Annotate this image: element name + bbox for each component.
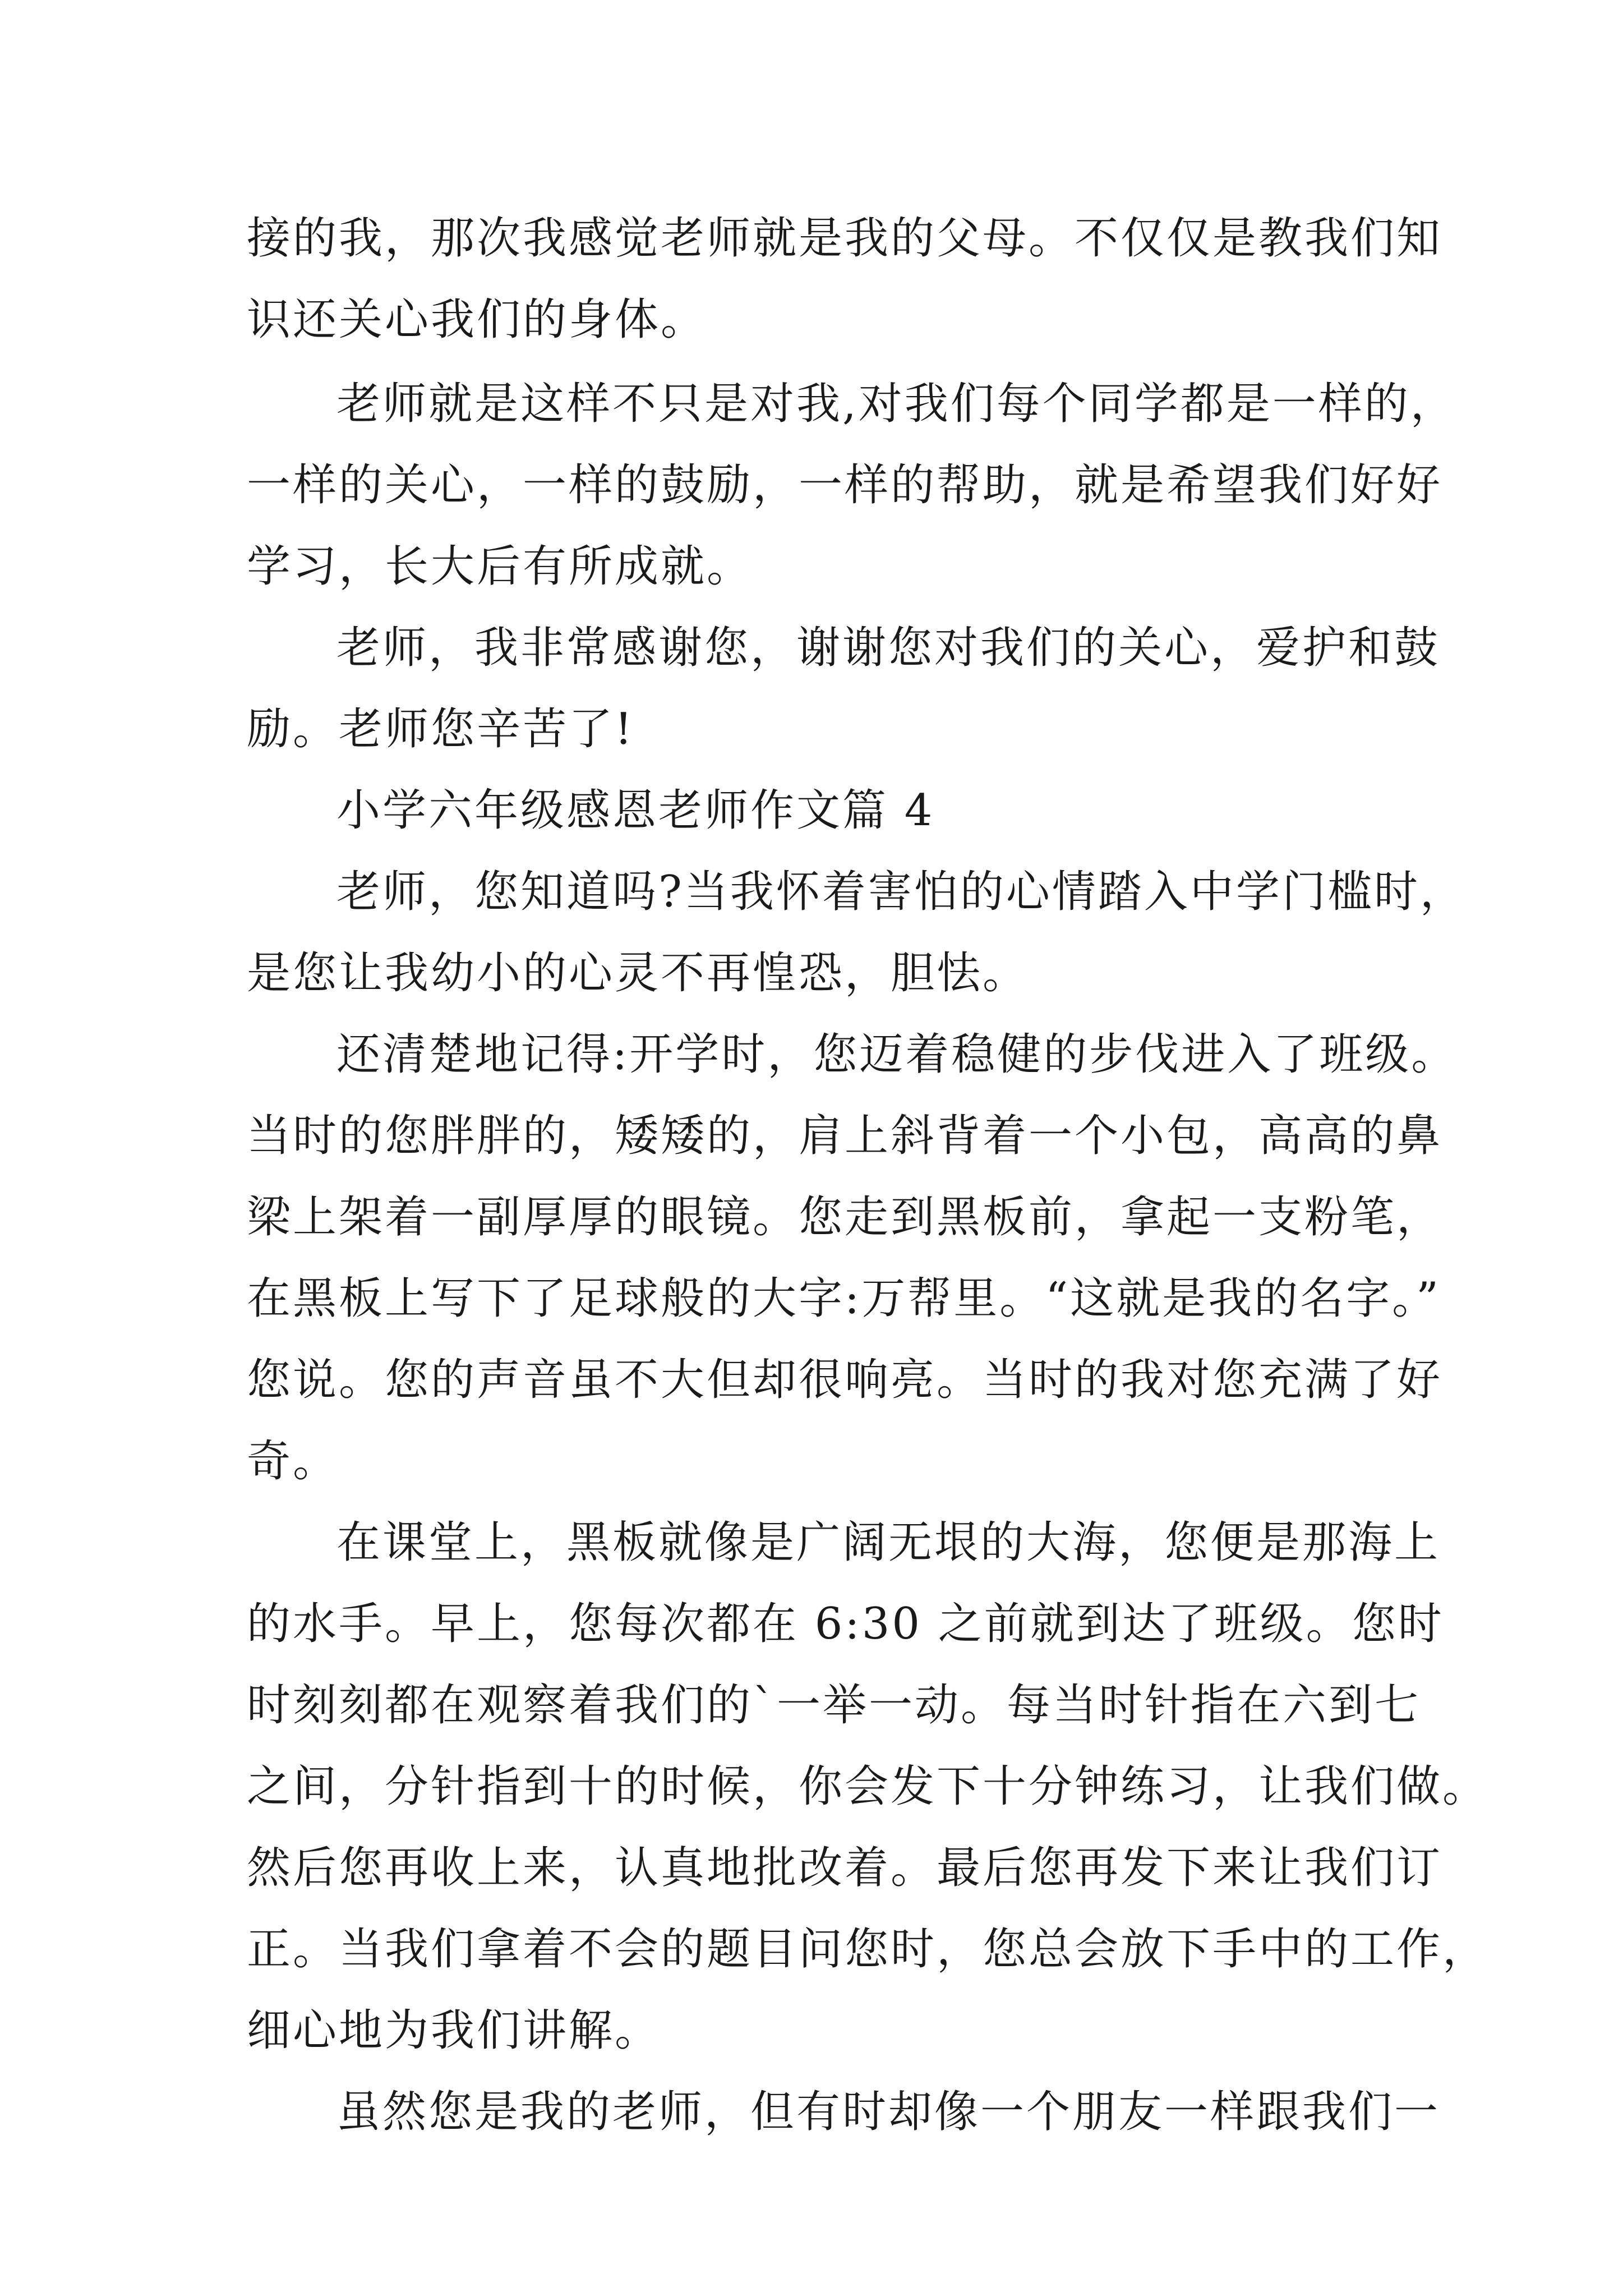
text-line: 的水手。早上，您每次都在 6:30 之前就到达了班级。您时 <box>247 1599 1444 1649</box>
text-line: 老师，您知道吗?当我怀着害怕的心情踏入中学门槛时， <box>336 867 1466 917</box>
text-line: 在课堂上，黑板就像是广阔无垠的大海，您便是那海上 <box>336 1517 1441 1568</box>
text-line: 老师，我非常感谢您，谢谢您对我们的关心，爱护和鼓 <box>336 623 1441 673</box>
text-line: 一样的关心，一样的鼓励，一样的帮助，就是希望我们好好 <box>247 460 1443 510</box>
text-line: 在黑板上写下了足球般的大字:万帮里。“这就是我的名字。” <box>247 1273 1441 1324</box>
text-line: 接的我，那次我感觉老师就是我的父母。不仅仅是教我们知 <box>247 213 1443 264</box>
text-line: 励。老师您辛苦了! <box>247 704 635 754</box>
text-line: 还清楚地记得:开学时，您迈着稳健的步伐进入了班级。 <box>336 1029 1458 1080</box>
text-line: 是您让我幼小的心灵不再惶恐，胆怯。 <box>247 948 1029 999</box>
text-line: 学习，长大后有所成就。 <box>247 541 753 592</box>
text-line: 老师就是这样不只是对我,对我们每个同学都是一样的， <box>336 379 1456 429</box>
text-line: 识还关心我们的身体。 <box>247 295 707 345</box>
text-line: 您说。您的声音虽不大但却很响亮。当时的我对您充满了好 <box>247 1355 1443 1405</box>
text-line: 当时的您胖胖的，矮矮的，肩上斜背着一个小包，高高的鼻 <box>247 1111 1443 1161</box>
text-line: 虽然您是我的老师，但有时却像一个朋友一样跟我们一 <box>336 2087 1441 2137</box>
text-line: 时刻刻都在观察着我们的`一举一动。每当时针指在六到七 <box>247 1680 1421 1731</box>
text-line: 梁上架着一副厚厚的眼镜。您走到黑板前，拿起一支粉笔， <box>247 1192 1443 1243</box>
section-heading: 小学六年级感恩老师作文篇 4 <box>336 785 935 836</box>
text-line: 细心地为我们讲解。 <box>247 2005 661 2056</box>
text-line: 正。当我们拿着不会的题目问您时，您总会放下手中的工作， <box>247 1924 1489 1975</box>
text-line: 奇。 <box>247 1436 339 1487</box>
text-line: 然后您再收上来，认真地批改着。最后您再发下来让我们订 <box>247 1843 1443 1893</box>
text-line: 之间，分针指到十的时候，你会发下十分钟练习，让我们做。 <box>247 1761 1489 1812</box>
